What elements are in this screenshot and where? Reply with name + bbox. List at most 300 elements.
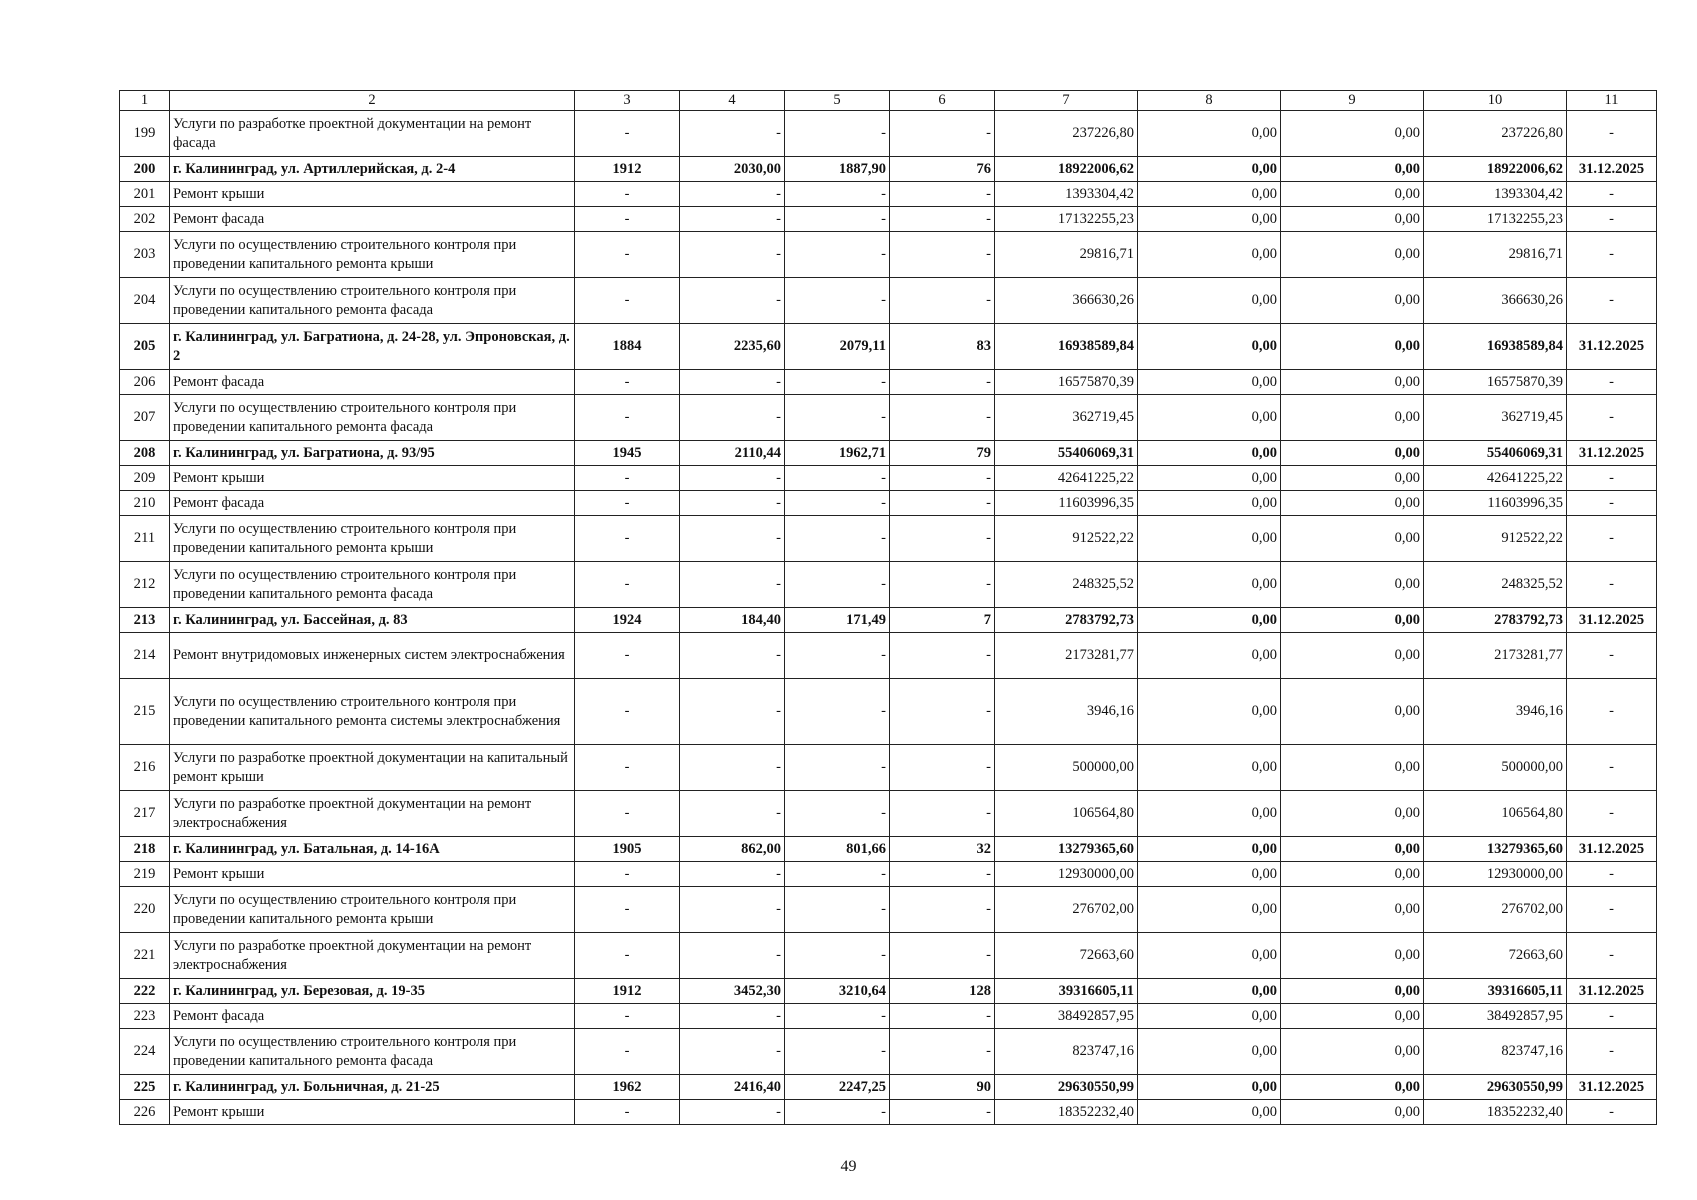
year-built: - xyxy=(575,679,680,745)
total-cost: 13279365,60 xyxy=(995,837,1138,862)
total-cost: 16938589,84 xyxy=(995,324,1138,370)
total-area: 3452,30 xyxy=(680,979,785,1004)
total-cost: 39316605,11 xyxy=(995,979,1138,1004)
total-cost: 500000,00 xyxy=(995,745,1138,791)
residents-count: - xyxy=(890,395,995,441)
completion-date: - xyxy=(1567,395,1657,441)
cost-col-9: 0,00 xyxy=(1281,516,1424,562)
cost-col-10: 2173281,77 xyxy=(1424,633,1567,679)
cost-col-8: 0,00 xyxy=(1138,157,1281,182)
residents-count: - xyxy=(890,278,995,324)
year-built: - xyxy=(575,516,680,562)
year-built: 1912 xyxy=(575,157,680,182)
cost-col-8: 0,00 xyxy=(1138,562,1281,608)
cost-col-8: 0,00 xyxy=(1138,207,1281,232)
cost-col-8: 0,00 xyxy=(1138,679,1281,745)
living-area: - xyxy=(785,466,890,491)
completion-date: - xyxy=(1567,1100,1657,1125)
year-built: - xyxy=(575,466,680,491)
total-area: - xyxy=(680,395,785,441)
cost-col-10: 13279365,60 xyxy=(1424,837,1567,862)
year-built: - xyxy=(575,111,680,157)
living-area: - xyxy=(785,395,890,441)
total-area: - xyxy=(680,370,785,395)
cost-col-10: 823747,16 xyxy=(1424,1029,1567,1075)
living-area: 171,49 xyxy=(785,608,890,633)
year-built: - xyxy=(575,278,680,324)
cost-col-8: 0,00 xyxy=(1138,837,1281,862)
completion-date: - xyxy=(1567,679,1657,745)
cost-col-8: 0,00 xyxy=(1138,466,1281,491)
table-row xyxy=(120,745,1657,791)
cost-col-9: 0,00 xyxy=(1281,562,1424,608)
total-area: - xyxy=(680,862,785,887)
completion-date: - xyxy=(1567,1004,1657,1029)
cost-col-10: 1393304,42 xyxy=(1424,182,1567,207)
cost-col-10: 39316605,11 xyxy=(1424,979,1567,1004)
table-row xyxy=(120,232,1657,278)
completion-date: - xyxy=(1567,516,1657,562)
living-area: - xyxy=(785,791,890,837)
total-area: - xyxy=(680,633,785,679)
total-cost: 29630550,99 xyxy=(995,1075,1138,1100)
year-built: - xyxy=(575,207,680,232)
total-cost: 55406069,31 xyxy=(995,441,1138,466)
residents-count: 128 xyxy=(890,979,995,1004)
cost-col-10: 16938589,84 xyxy=(1424,324,1567,370)
cost-col-9: 0,00 xyxy=(1281,395,1424,441)
living-area: 3210,64 xyxy=(785,979,890,1004)
living-area: 2247,25 xyxy=(785,1075,890,1100)
residents-count: - xyxy=(890,111,995,157)
living-area: - xyxy=(785,111,890,157)
cost-col-10: 500000,00 xyxy=(1424,745,1567,791)
living-area: 1887,90 xyxy=(785,157,890,182)
completion-date: - xyxy=(1567,278,1657,324)
row-number: 216 xyxy=(120,745,170,791)
row-number: 210 xyxy=(120,491,170,516)
year-built: - xyxy=(575,1100,680,1125)
total-cost: 12930000,00 xyxy=(995,862,1138,887)
cost-col-8: 0,00 xyxy=(1138,933,1281,979)
cost-col-10: 11603996,35 xyxy=(1424,491,1567,516)
total-area: - xyxy=(680,745,785,791)
row-description: г. Калининград, ул. Багратиона, д. 93/95 xyxy=(170,441,575,466)
total-cost: 18352232,40 xyxy=(995,1100,1138,1125)
year-built: - xyxy=(575,887,680,933)
residents-count: - xyxy=(890,862,995,887)
total-area: - xyxy=(680,933,785,979)
cost-col-8: 0,00 xyxy=(1138,232,1281,278)
cost-col-9: 0,00 xyxy=(1281,182,1424,207)
residents-count: - xyxy=(890,466,995,491)
cost-col-9: 0,00 xyxy=(1281,679,1424,745)
completion-date: - xyxy=(1567,933,1657,979)
table-body xyxy=(120,111,1657,1125)
residents-count: - xyxy=(890,791,995,837)
row-description: Ремонт фасада xyxy=(170,491,575,516)
cost-col-8: 0,00 xyxy=(1138,395,1281,441)
year-built: - xyxy=(575,395,680,441)
cost-col-9: 0,00 xyxy=(1281,466,1424,491)
total-cost: 38492857,95 xyxy=(995,1004,1138,1029)
total-cost: 1393304,42 xyxy=(995,182,1138,207)
cost-col-10: 12930000,00 xyxy=(1424,862,1567,887)
cost-col-9: 0,00 xyxy=(1281,1075,1424,1100)
cost-col-9: 0,00 xyxy=(1281,232,1424,278)
cost-col-9: 0,00 xyxy=(1281,324,1424,370)
total-cost: 237226,80 xyxy=(995,111,1138,157)
row-number: 217 xyxy=(120,791,170,837)
total-area: - xyxy=(680,466,785,491)
living-area: - xyxy=(785,633,890,679)
total-cost: 106564,80 xyxy=(995,791,1138,837)
completion-date: - xyxy=(1567,887,1657,933)
cost-col-10: 362719,45 xyxy=(1424,395,1567,441)
living-area: - xyxy=(785,862,890,887)
completion-date: 31.12.2025 xyxy=(1567,441,1657,466)
living-area: - xyxy=(785,278,890,324)
residents-count: - xyxy=(890,1029,995,1075)
total-cost: 248325,52 xyxy=(995,562,1138,608)
row-description: Услуги по разработке проектной документации на ремонт фасада xyxy=(170,111,575,157)
row-number: 201 xyxy=(120,182,170,207)
row-description: Ремонт крыши xyxy=(170,862,575,887)
year-built: 1945 xyxy=(575,441,680,466)
row-description: г. Калининград, ул. Батальная, д. 14-16А xyxy=(170,837,575,862)
completion-date: 31.12.2025 xyxy=(1567,837,1657,862)
residents-count: 79 xyxy=(890,441,995,466)
cost-col-9: 0,00 xyxy=(1281,979,1424,1004)
total-cost: 912522,22 xyxy=(995,516,1138,562)
living-area: - xyxy=(785,182,890,207)
residents-count: - xyxy=(890,182,995,207)
total-cost: 2173281,77 xyxy=(995,633,1138,679)
table-row xyxy=(120,111,1657,157)
cost-col-9: 0,00 xyxy=(1281,791,1424,837)
row-number: 221 xyxy=(120,933,170,979)
living-area: - xyxy=(785,887,890,933)
row-number: 209 xyxy=(120,466,170,491)
completion-date: - xyxy=(1567,466,1657,491)
row-description: Услуги по осуществлению строительного контроля при проведении капитального ремонта системы электроснабжения xyxy=(170,679,575,745)
residents-count: - xyxy=(890,1004,995,1029)
document-table-wrapper xyxy=(119,90,1656,1125)
column-header: 3 xyxy=(575,91,680,111)
table-row xyxy=(120,182,1657,207)
completion-date: - xyxy=(1567,562,1657,608)
row-number: 222 xyxy=(120,979,170,1004)
cost-col-8: 0,00 xyxy=(1138,791,1281,837)
row-description: Услуги по осуществлению строительного контроля при проведении капитального ремонта фасада xyxy=(170,395,575,441)
total-cost: 823747,16 xyxy=(995,1029,1138,1075)
row-description: Услуги по осуществлению строительного контроля при проведении капитального ремонта крыши xyxy=(170,232,575,278)
row-number: 224 xyxy=(120,1029,170,1075)
table-row xyxy=(120,1075,1657,1100)
residents-count: - xyxy=(890,1100,995,1125)
total-area: - xyxy=(680,111,785,157)
total-cost: 2783792,73 xyxy=(995,608,1138,633)
row-number: 215 xyxy=(120,679,170,745)
cost-col-10: 55406069,31 xyxy=(1424,441,1567,466)
row-description: Ремонт крыши xyxy=(170,466,575,491)
column-header: 2 xyxy=(170,91,575,111)
living-area: - xyxy=(785,1004,890,1029)
year-built: 1884 xyxy=(575,324,680,370)
cost-col-10: 29630550,99 xyxy=(1424,1075,1567,1100)
completion-date: - xyxy=(1567,232,1657,278)
row-number: 207 xyxy=(120,395,170,441)
residents-count: 32 xyxy=(890,837,995,862)
residents-count: - xyxy=(890,933,995,979)
year-built: 1905 xyxy=(575,837,680,862)
living-area: - xyxy=(785,562,890,608)
completion-date: - xyxy=(1567,862,1657,887)
capital-repair-table xyxy=(119,90,1657,1125)
cost-col-10: 29816,71 xyxy=(1424,232,1567,278)
table-row xyxy=(120,441,1657,466)
cost-col-10: 2783792,73 xyxy=(1424,608,1567,633)
table-row xyxy=(120,1029,1657,1075)
table-row xyxy=(120,278,1657,324)
residents-count: - xyxy=(890,207,995,232)
living-area: - xyxy=(785,933,890,979)
cost-col-9: 0,00 xyxy=(1281,933,1424,979)
row-description: Ремонт внутридомовых инженерных систем электроснабжения xyxy=(170,633,575,679)
completion-date: - xyxy=(1567,370,1657,395)
cost-col-8: 0,00 xyxy=(1138,441,1281,466)
table-row xyxy=(120,395,1657,441)
row-description: Услуги по осуществлению строительного контроля при проведении капитального ремонта крыши xyxy=(170,887,575,933)
residents-count: - xyxy=(890,232,995,278)
cost-col-9: 0,00 xyxy=(1281,111,1424,157)
year-built: - xyxy=(575,862,680,887)
residents-count: - xyxy=(890,516,995,562)
cost-col-8: 0,00 xyxy=(1138,608,1281,633)
table-row xyxy=(120,207,1657,232)
table-row xyxy=(120,633,1657,679)
row-description: Ремонт фасада xyxy=(170,207,575,232)
row-number: 212 xyxy=(120,562,170,608)
cost-col-8: 0,00 xyxy=(1138,979,1281,1004)
row-number: 199 xyxy=(120,111,170,157)
total-area: - xyxy=(680,491,785,516)
row-number: 223 xyxy=(120,1004,170,1029)
cost-col-8: 0,00 xyxy=(1138,111,1281,157)
completion-date: 31.12.2025 xyxy=(1567,1075,1657,1100)
cost-col-9: 0,00 xyxy=(1281,370,1424,395)
residents-count: - xyxy=(890,370,995,395)
row-number: 203 xyxy=(120,232,170,278)
residents-count: - xyxy=(890,679,995,745)
row-number: 206 xyxy=(120,370,170,395)
table-row xyxy=(120,157,1657,182)
column-header: 10 xyxy=(1424,91,1567,111)
table-row xyxy=(120,370,1657,395)
year-built: - xyxy=(575,182,680,207)
table-row xyxy=(120,1004,1657,1029)
cost-col-10: 42641225,22 xyxy=(1424,466,1567,491)
page-number: 49 xyxy=(840,1158,857,1175)
residents-count: - xyxy=(890,562,995,608)
year-built: - xyxy=(575,370,680,395)
cost-col-8: 0,00 xyxy=(1138,278,1281,324)
cost-col-10: 106564,80 xyxy=(1424,791,1567,837)
completion-date: - xyxy=(1567,207,1657,232)
row-number: 200 xyxy=(120,157,170,182)
living-area: 1962,71 xyxy=(785,441,890,466)
year-built: - xyxy=(575,1029,680,1075)
cost-col-9: 0,00 xyxy=(1281,1004,1424,1029)
cost-col-10: 912522,22 xyxy=(1424,516,1567,562)
cost-col-9: 0,00 xyxy=(1281,157,1424,182)
table-row xyxy=(120,837,1657,862)
completion-date: 31.12.2025 xyxy=(1567,979,1657,1004)
cost-col-8: 0,00 xyxy=(1138,745,1281,791)
total-cost: 42641225,22 xyxy=(995,466,1138,491)
table-row xyxy=(120,887,1657,933)
year-built: - xyxy=(575,791,680,837)
cost-col-9: 0,00 xyxy=(1281,278,1424,324)
row-description: Ремонт фасада xyxy=(170,370,575,395)
column-header: 4 xyxy=(680,91,785,111)
table-row xyxy=(120,608,1657,633)
living-area: - xyxy=(785,370,890,395)
table-row xyxy=(120,862,1657,887)
total-area: 2235,60 xyxy=(680,324,785,370)
residents-count: - xyxy=(890,745,995,791)
table-row xyxy=(120,562,1657,608)
residents-count: 7 xyxy=(890,608,995,633)
table-row xyxy=(120,491,1657,516)
total-cost: 362719,45 xyxy=(995,395,1138,441)
completion-date: - xyxy=(1567,1029,1657,1075)
cost-col-8: 0,00 xyxy=(1138,516,1281,562)
residents-count: - xyxy=(890,633,995,679)
column-header: 7 xyxy=(995,91,1138,111)
year-built: - xyxy=(575,745,680,791)
total-area: - xyxy=(680,232,785,278)
year-built: - xyxy=(575,633,680,679)
row-number: 205 xyxy=(120,324,170,370)
cost-col-8: 0,00 xyxy=(1138,633,1281,679)
cost-col-10: 16575870,39 xyxy=(1424,370,1567,395)
year-built: - xyxy=(575,562,680,608)
row-number: 219 xyxy=(120,862,170,887)
residents-count: - xyxy=(890,491,995,516)
cost-col-10: 3946,16 xyxy=(1424,679,1567,745)
row-description: Услуги по осуществлению строительного контроля при проведении капитального ремонта фасада xyxy=(170,278,575,324)
column-number-row xyxy=(120,91,1657,111)
year-built: 1912 xyxy=(575,979,680,1004)
table-row xyxy=(120,979,1657,1004)
table-row xyxy=(120,1100,1657,1125)
column-header: 9 xyxy=(1281,91,1424,111)
cost-col-9: 0,00 xyxy=(1281,491,1424,516)
cost-col-8: 0,00 xyxy=(1138,324,1281,370)
cost-col-10: 72663,60 xyxy=(1424,933,1567,979)
living-area: 801,66 xyxy=(785,837,890,862)
cost-col-10: 276702,00 xyxy=(1424,887,1567,933)
cost-col-8: 0,00 xyxy=(1138,887,1281,933)
total-area: - xyxy=(680,516,785,562)
column-header: 5 xyxy=(785,91,890,111)
column-header: 8 xyxy=(1138,91,1281,111)
cost-col-9: 0,00 xyxy=(1281,862,1424,887)
cost-col-8: 0,00 xyxy=(1138,491,1281,516)
total-cost: 18922006,62 xyxy=(995,157,1138,182)
column-header: 1 xyxy=(120,91,170,111)
row-description: г. Калининград, ул. Артиллерийская, д. 2-4 xyxy=(170,157,575,182)
table-row xyxy=(120,679,1657,745)
cost-col-10: 237226,80 xyxy=(1424,111,1567,157)
total-cost: 17132255,23 xyxy=(995,207,1138,232)
column-header: 6 xyxy=(890,91,995,111)
row-description: г. Калининград, ул. Больничная, д. 21-25 xyxy=(170,1075,575,1100)
table-row xyxy=(120,324,1657,370)
total-area: - xyxy=(680,562,785,608)
cost-col-9: 0,00 xyxy=(1281,1100,1424,1125)
row-description: Услуги по разработке проектной документации на капитальный ремонт крыши xyxy=(170,745,575,791)
row-description: г. Калининград, ул. Березовая, д. 19-35 xyxy=(170,979,575,1004)
cost-col-9: 0,00 xyxy=(1281,745,1424,791)
total-area: - xyxy=(680,887,785,933)
year-built: - xyxy=(575,491,680,516)
row-description: Ремонт крыши xyxy=(170,182,575,207)
cost-col-9: 0,00 xyxy=(1281,887,1424,933)
column-header: 11 xyxy=(1567,91,1657,111)
total-area: - xyxy=(680,278,785,324)
completion-date: - xyxy=(1567,745,1657,791)
total-area: - xyxy=(680,1100,785,1125)
total-area: - xyxy=(680,1029,785,1075)
cost-col-8: 0,00 xyxy=(1138,182,1281,207)
total-area: - xyxy=(680,1004,785,1029)
row-description: Услуги по осуществлению строительного контроля при проведении капитального ремонта фасада xyxy=(170,562,575,608)
row-number: 204 xyxy=(120,278,170,324)
cost-col-9: 0,00 xyxy=(1281,207,1424,232)
row-description: Ремонт крыши xyxy=(170,1100,575,1125)
total-cost: 3946,16 xyxy=(995,679,1138,745)
completion-date: - xyxy=(1567,182,1657,207)
row-description: Услуги по разработке проектной документации на ремонт электроснабжения xyxy=(170,791,575,837)
year-built: 1924 xyxy=(575,608,680,633)
table-row xyxy=(120,791,1657,837)
completion-date: - xyxy=(1567,491,1657,516)
row-number: 211 xyxy=(120,516,170,562)
row-number: 220 xyxy=(120,887,170,933)
cost-col-10: 38492857,95 xyxy=(1424,1004,1567,1029)
completion-date: - xyxy=(1567,111,1657,157)
row-description: г. Калининград, ул. Багратиона, д. 24-28, ул. Эпроновская, д. 2 xyxy=(170,324,575,370)
cost-col-9: 0,00 xyxy=(1281,633,1424,679)
total-area: 2416,40 xyxy=(680,1075,785,1100)
row-description: Услуги по осуществлению строительного контроля при проведении капитального ремонта крыши xyxy=(170,516,575,562)
cost-col-9: 0,00 xyxy=(1281,837,1424,862)
year-built: - xyxy=(575,933,680,979)
row-number: 213 xyxy=(120,608,170,633)
row-description: Ремонт фасада xyxy=(170,1004,575,1029)
cost-col-10: 18352232,40 xyxy=(1424,1100,1567,1125)
completion-date: 31.12.2025 xyxy=(1567,608,1657,633)
living-area: - xyxy=(785,679,890,745)
residents-count: - xyxy=(890,887,995,933)
row-number: 208 xyxy=(120,441,170,466)
cost-col-8: 0,00 xyxy=(1138,1004,1281,1029)
total-cost: 72663,60 xyxy=(995,933,1138,979)
total-area: - xyxy=(680,679,785,745)
row-description: г. Калининград, ул. Бассейная, д. 83 xyxy=(170,608,575,633)
